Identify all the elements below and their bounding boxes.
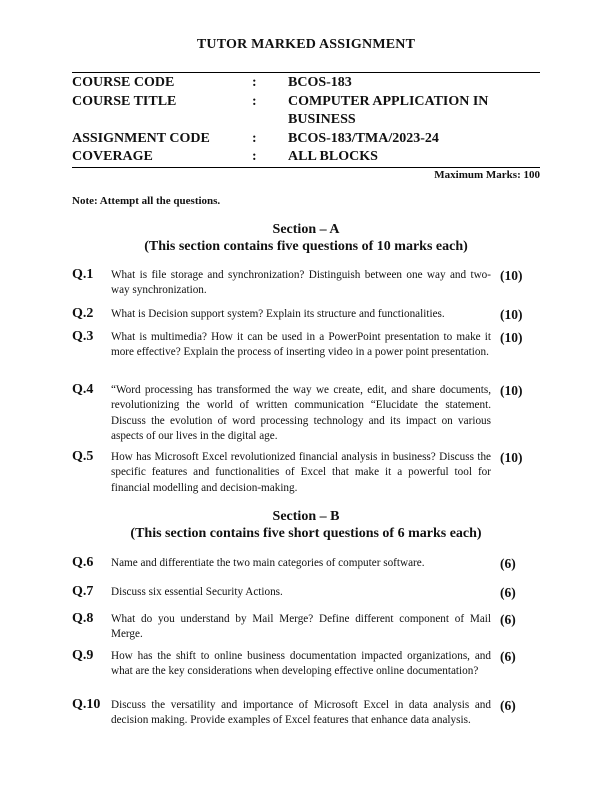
- question-number: Q.3: [72, 329, 94, 344]
- section-b-title: Section – B: [272, 509, 340, 524]
- question-marks: (10): [500, 330, 523, 345]
- question-marks: (10): [500, 307, 523, 322]
- separator: :: [252, 149, 257, 164]
- question-text: What do you understand by Mail Merge? Define different component of Mail Merge.: [111, 613, 491, 641]
- section-b-header: [0, 508, 612, 542]
- question-number: Q.2: [72, 306, 94, 321]
- course-code-value: BCOS-183: [288, 75, 352, 90]
- question-text: What is file storage and synchronization? Distinguish between one way and two-way synchronization.: [111, 269, 491, 297]
- bottom-rule: [72, 167, 540, 168]
- coverage-value: ALL BLOCKS: [288, 149, 378, 164]
- question-number: Q.1: [72, 267, 94, 282]
- question-number: Q.6: [72, 555, 94, 570]
- question-text: Discuss the versatility and importance of Microsoft Excel in data analysis and decision making. Provide examples of Excel features that enhance data analysis.: [111, 699, 491, 727]
- page-title: TUTOR MARKED ASSIGNMENT: [196, 37, 416, 52]
- question-marks: (6): [500, 585, 516, 600]
- course-code-label: COURSE CODE: [72, 75, 175, 90]
- instruction-note: Note: Attempt all the questions.: [72, 195, 221, 207]
- question-marks: (6): [500, 698, 516, 713]
- question-text: How has the shift to online business documentation impacted organizations, and what are the key considerations when developing effective online documentation?: [111, 650, 491, 678]
- question-text: “Word processing has transformed the way we create, edit, and share documents, revolutionizing the world of written communication “Elucidate the statement. Discuss the evolution of word processing technology and its impact on various aspects of our lives in the digital age.: [111, 384, 491, 443]
- question-number: Q.9: [72, 648, 94, 663]
- section-a-title: Section – A: [272, 222, 340, 237]
- top-rule: [72, 72, 540, 73]
- course-title-label: COURSE TITLE: [72, 94, 177, 109]
- question-marks: (6): [500, 556, 516, 571]
- question-number: Q.8: [72, 611, 94, 626]
- assignment-code-label: ASSIGNMENT CODE: [72, 131, 210, 146]
- section-b-subtitle: (This section contains five short questions of 6 marks each): [130, 526, 482, 541]
- question-marks: (6): [500, 649, 516, 664]
- section-a-subtitle: (This section contains five questions of 10 marks each): [144, 239, 468, 254]
- assignment-code-value: BCOS-183/TMA/2023-24: [288, 131, 439, 146]
- question-marks: (6): [500, 612, 516, 627]
- separator: :: [252, 75, 257, 90]
- question-text: Discuss six essential Security Actions.: [111, 586, 283, 598]
- separator: :: [252, 131, 257, 146]
- question-text: What is multimedia? How it can be used in a PowerPoint presentation to make it more effective? Explain the process of inserting video in a power point presentation.: [111, 331, 491, 359]
- section-a-header: [0, 221, 612, 255]
- question-marks: (10): [500, 268, 523, 283]
- question-number: Q.4: [72, 382, 94, 397]
- question-number: Q.5: [72, 449, 94, 464]
- maximum-marks: Maximum Marks: 100: [434, 169, 540, 181]
- question-marks: (10): [500, 450, 523, 465]
- question-text: What is Decision support system? Explain its structure and functionalities.: [111, 308, 445, 320]
- question-text: Name and differentiate the two main categories of computer software.: [111, 557, 425, 569]
- question-marks: (10): [500, 383, 523, 398]
- separator: :: [252, 94, 257, 109]
- course-title-value: COMPUTER APPLICATION IN BUSINESS: [288, 94, 489, 127]
- question-number: Q.10: [72, 697, 101, 712]
- coverage-label: COVERAGE: [72, 149, 153, 164]
- question-number: Q.7: [72, 584, 94, 599]
- question-text: How has Microsoft Excel revolutionized financial analysis in business? Discuss the specific features and functionalities of Excel that make it a powerful tool for financial modelling and decision-making.: [111, 451, 491, 494]
